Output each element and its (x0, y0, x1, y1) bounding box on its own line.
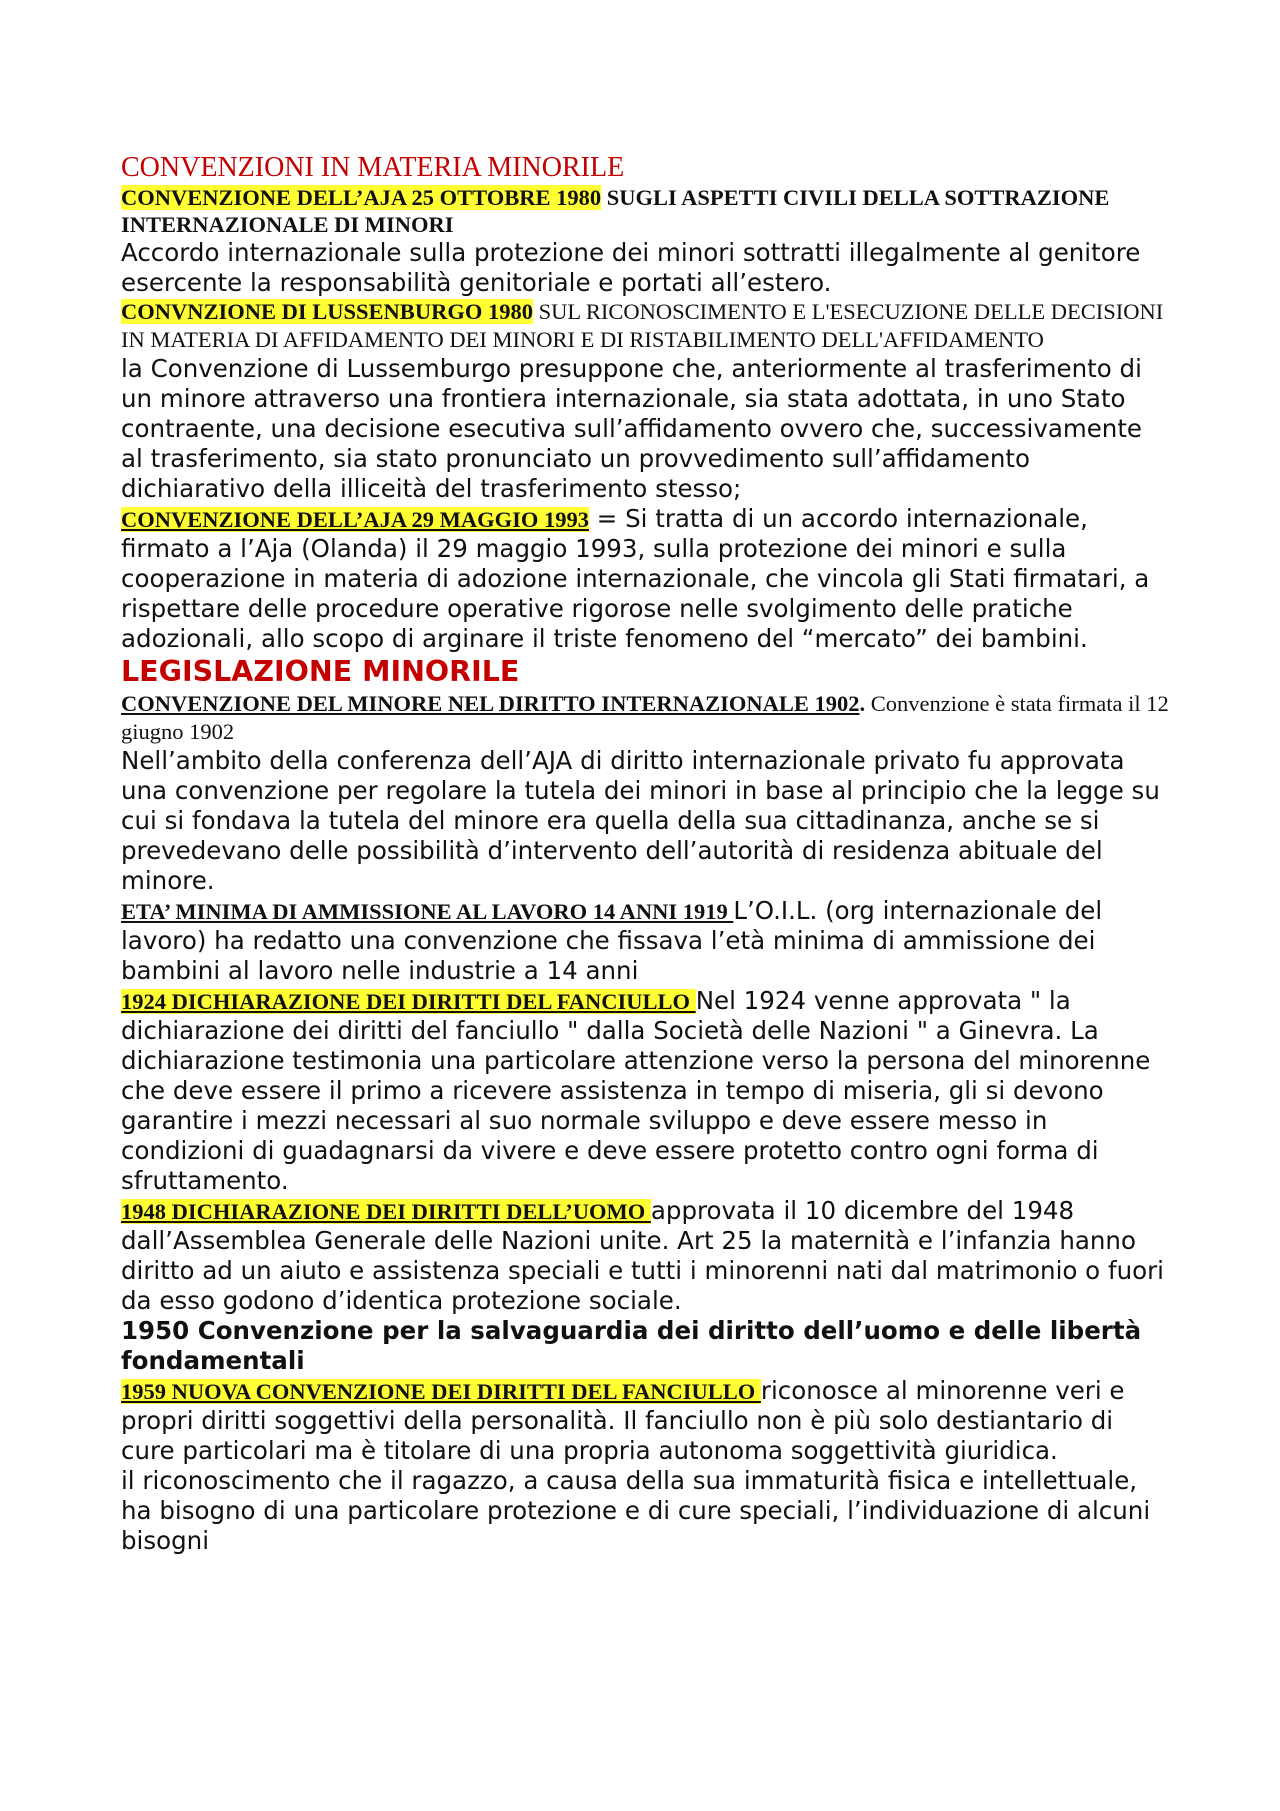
highlight-aja-1993: CONVENZIONE DELL’AJA 29 MAGGIO 1993 (121, 507, 589, 532)
highlight-1924: 1924 DICHIARAZIONE DEI DIRITTI DEL FANCIULLO (121, 989, 696, 1014)
section-title: LEGISLAZIONE MINORILE (121, 655, 520, 688)
document-title: CONVENZIONI IN MATERIA MINORILE (121, 152, 625, 183)
paragraph-aja-1993 (121, 504, 1171, 654)
paragraph-1902: Nell’ambito della conferenza dell’AJA di diritto internazionale privato fu approvata una convenzione per regolare la tutela dei minori in base al principio che la legge su cui si fondava la tutela del minore era quella della sua cittadinanza, anche se si prevedevano delle possibilità d’intervento dell’autorità di residenza abituale del minore. (121, 746, 1160, 895)
paragraph-1959-cont: il riconoscimento che il ragazzo, a causa della sua immaturità fisica e intellettuale, ha bisogno di una particolare protezione e di cure speciali, l’individuazione di alcuni bisogni (121, 1466, 1151, 1555)
document-page (121, 152, 1171, 1556)
heading-aja-1980-rest: SUGLI ASPETTI CIVILI DELLA SOTTRAZIONE INTERNAZIONALE DI MINORI (121, 185, 1110, 237)
paragraph-1959-text: riconosce al minorenne veri e propri diritti soggettivi della personalità. Il fanciullo non è più solo destiantario di cure particolari ma è titolare di una propria autonoma soggettività giuridica. (121, 1376, 1125, 1465)
paragraph-1924 (121, 986, 1171, 1196)
paragraph-aja-1980: Accordo internazionale sulla protezione dei minori sottratti illegalmente al genitore esercente la responsabilità genitoriale e portati all’estero. (121, 238, 1141, 297)
heading-lussemburgo-1980 (121, 298, 1171, 354)
highlight-1959: 1959 NUOVA CONVENZIONE DEI DIRITTI DEL FANCIULLO (121, 1379, 761, 1404)
heading-1902-rest: Convenzione è stata firmata il 12 giugno 1902 (121, 691, 1169, 744)
heading-1902-dot: . (859, 691, 866, 716)
heading-aja-1980 (121, 184, 1171, 238)
heading-1902 (121, 690, 1171, 746)
paragraph-aja-1993-text: = Si tratta di un accordo internazionale, firmato a l’Aja (Olanda) il 29 maggio 1993, sulla protezione dei minori e sulla cooperazione in materia di adozione internazionale, che vincola gli Stati firmatari, a rispettare delle procedure operative rigorose nelle svolgimento delle pratiche adozionali, allo scopo di arginare il triste fenomeno del “mercato” dei bambini. (121, 504, 1150, 653)
heading-1902-title: CONVENZIONE DEL MINORE NEL DIRITTO INTERNAZIONALE 1902 (121, 691, 860, 716)
highlight-aja-1980: CONVENZIONE DELL’AJA 25 OTTOBRE 1980 (121, 185, 602, 210)
paragraph-1924-text: Nel 1924 venne approvata " la dichiarazione dei diritti del fanciullo " dalla Società delle Nazioni " a Ginevra. La dichiarazione testimonia una particolare attenzione verso la persona del minorenne che deve essere il primo a ricevere assistenza in tempo di miseria, gli si devono garantire i mezzi necessari al suo normale sviluppo e deve essere messo in condizioni di guadagnarsi da vivere e deve essere protetto contro ogni forma di sfruttamento. (121, 986, 1151, 1195)
heading-1919: ETA’ MINIMA DI AMMISSIONE AL LAVORO 14 ANNI 1919 (121, 899, 734, 924)
paragraph-1959 (121, 1376, 1171, 1466)
highlight-1948: 1948 DICHIARAZIONE DEI DIRITTI DELL’UOMO (121, 1199, 651, 1224)
paragraph-1919-text: L’O.I.L. (org internazionale del lavoro) ha redatto una convenzione che fissava l’età minima di ammissione dei bambini al lavoro nelle industrie a 14 anni (121, 896, 1103, 985)
paragraph-lussemburgo-1980: la Convenzione di Lussemburgo presuppone che, anteriormente al trasferimento di un minore attraverso una frontiera internazionale, sia stata adottata, in uno Stato contraente, una decisione esecutiva sull’affidamento ovvero che, successivamente al trasferimento, sia stato pronunciato un provvedimento sull’affidamento dichiarativo della illiceità del trasferimento stesso; (121, 354, 1142, 503)
highlight-lussemburgo-1980: CONVNZIONE DI LUSSENBURGO 1980 (121, 299, 533, 324)
heading-lussemburgo-rest: SUL RICONOSCIMENTO E L'ESECUZIONE DELLE DECISIONI IN MATERIA DI AFFIDAMENTO DEI MINORI E DI RISTABILIMENTO DELL'AFFIDAMENTO (121, 299, 1164, 352)
paragraph-1948 (121, 1196, 1171, 1316)
paragraph-1919 (121, 896, 1171, 986)
paragraph-1948-text: approvata il 10 dicembre del 1948 dall’Assemblea Generale delle Nazioni unite. Art 25 la maternità e l’infanzia hanno diritto ad un aiuto e assistenza speciali e tutti i minorenni nati dal matrimonio o fuori da esso godono d’identica protezione sociale. (121, 1196, 1164, 1315)
heading-1950: 1950 Convenzione per la salvaguardia dei diritto dell’uomo e delle libertà fondamentali (121, 1316, 1142, 1375)
